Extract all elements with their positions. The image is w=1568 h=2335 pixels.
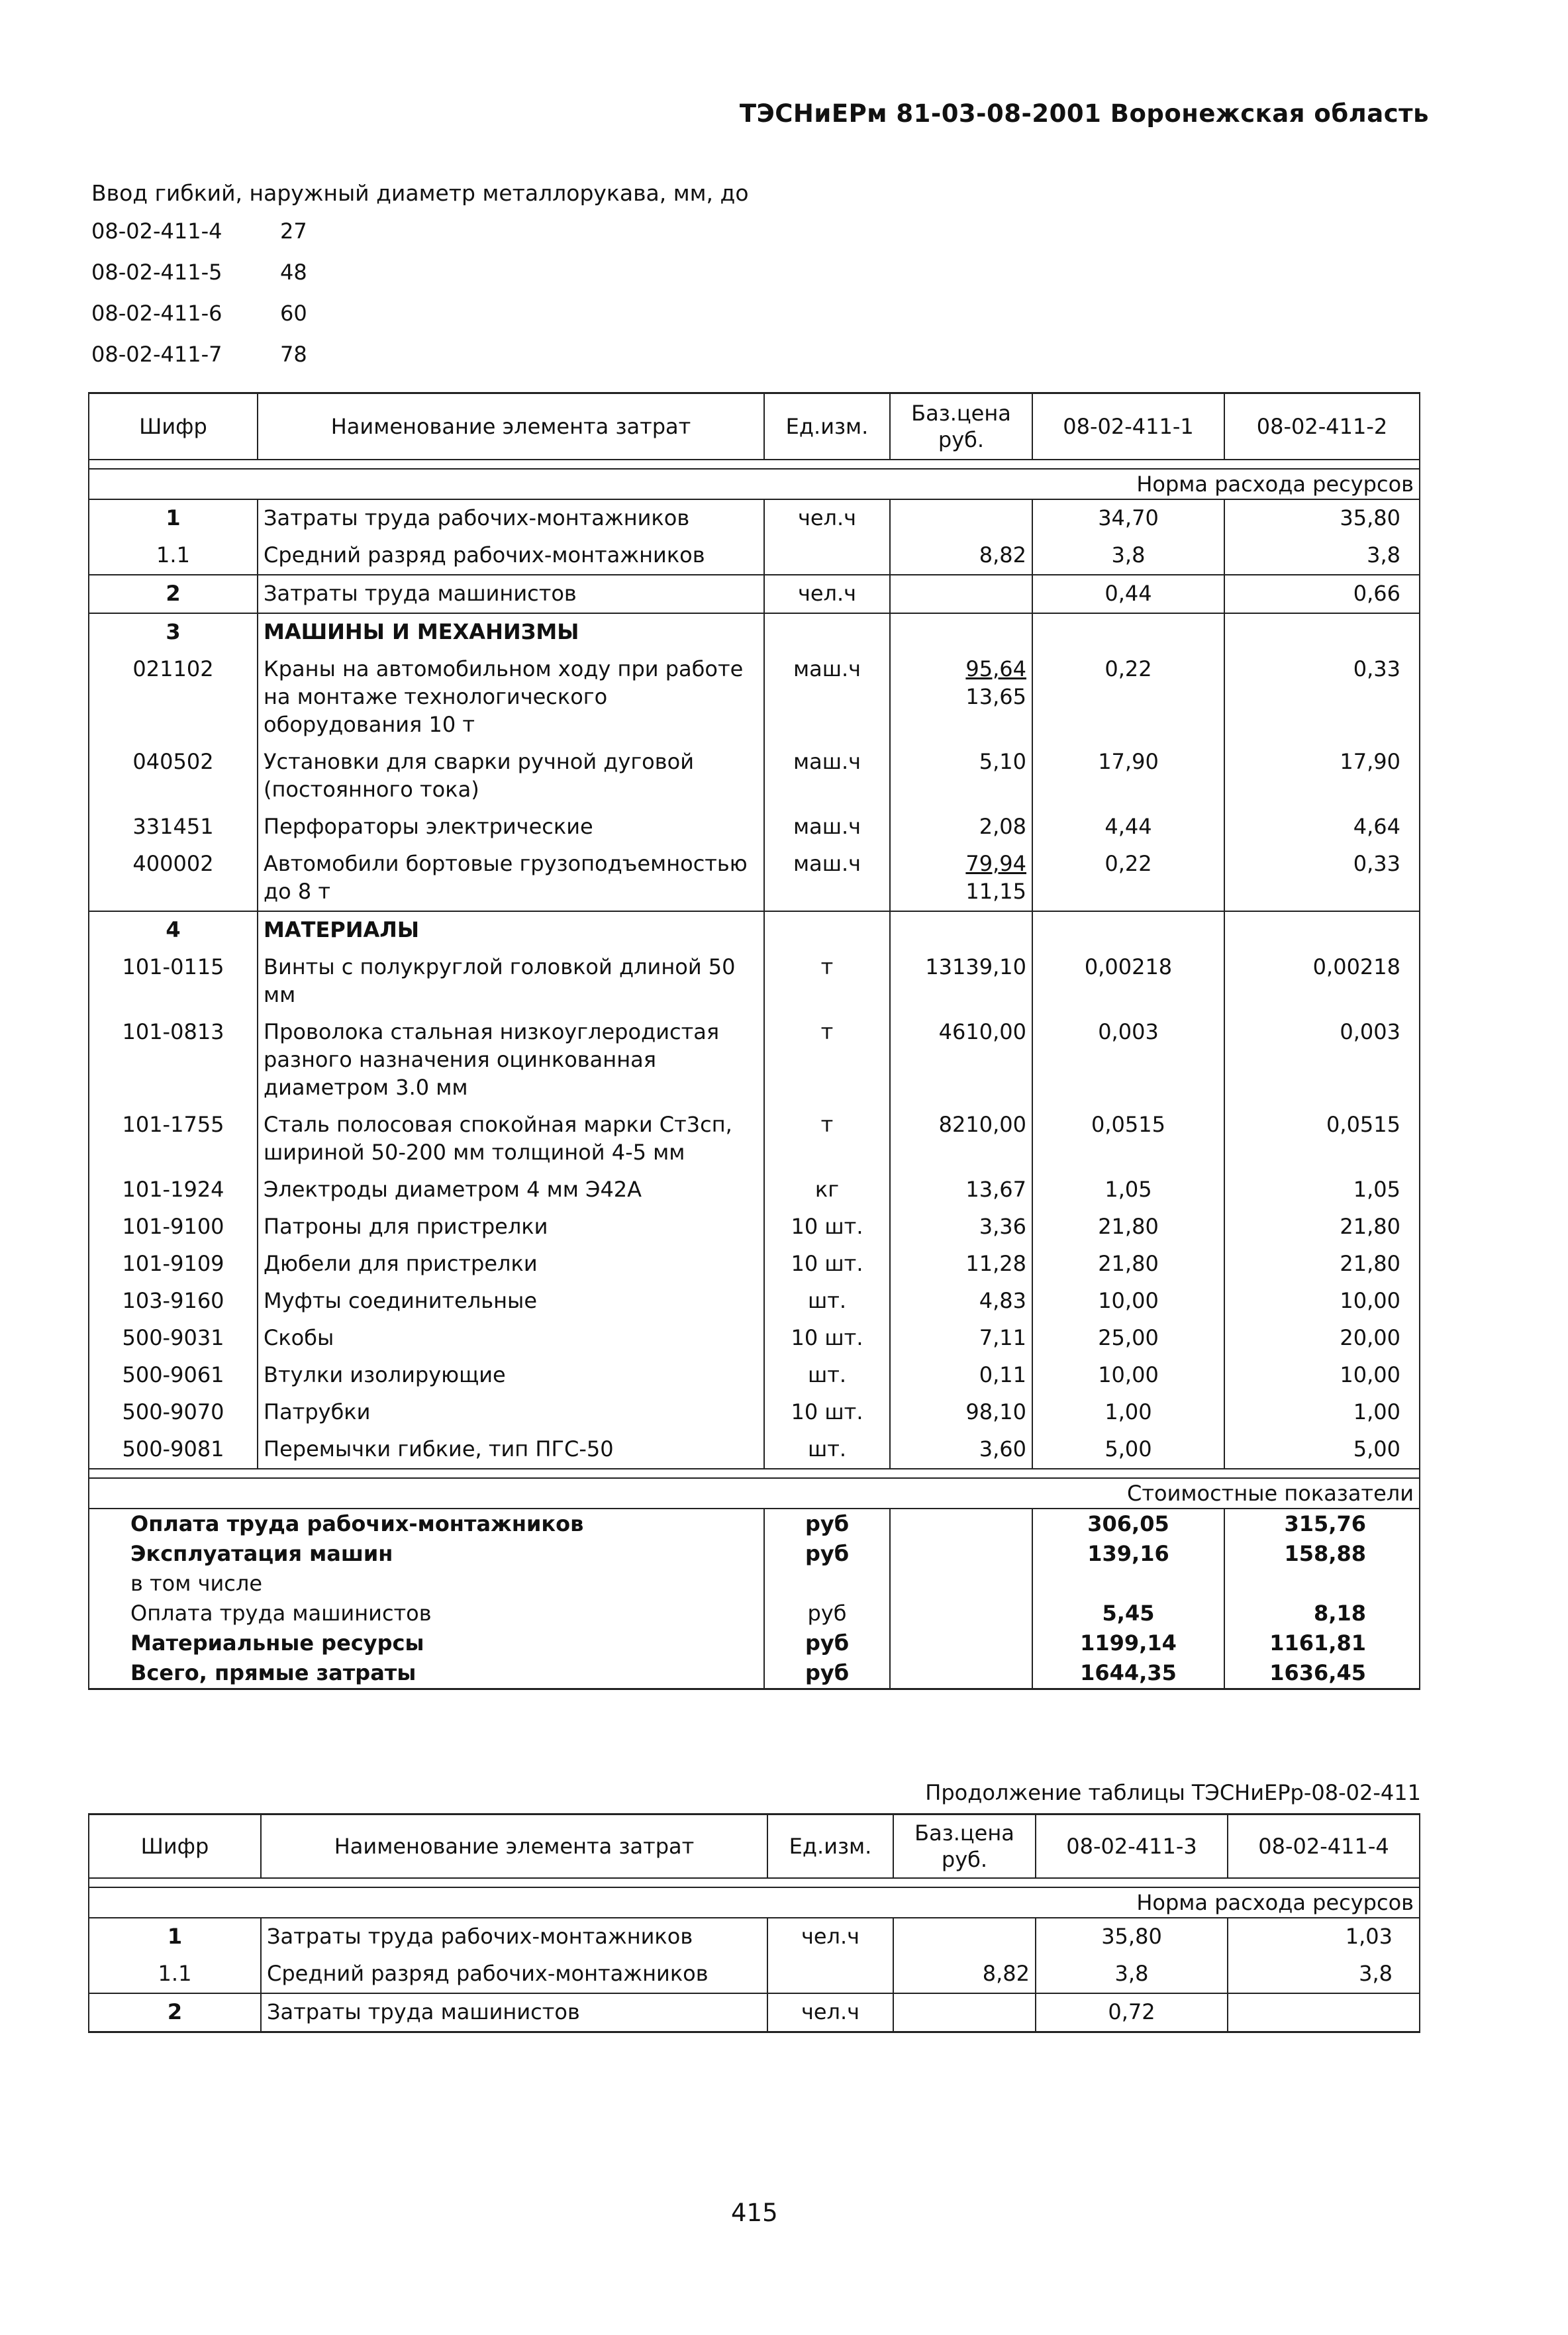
- cost-cell-empty: [890, 1628, 1032, 1658]
- cell-price: 5,10: [890, 744, 1032, 809]
- cell-price: 8210,00: [890, 1107, 1032, 1171]
- cell-v2: 3,8: [1228, 1956, 1420, 1993]
- table-row: [89, 1357, 1420, 1394]
- table-row: [89, 1014, 1420, 1107]
- cell-v2: 5,00: [1224, 1431, 1420, 1469]
- cell-v1: 0,22: [1032, 651, 1224, 744]
- cost-cell-v1: 1644,35: [1032, 1658, 1224, 1689]
- cell-v1: 1,05: [1032, 1171, 1224, 1209]
- cost-cell-name: Оплата труда машинистов: [89, 1599, 764, 1628]
- cell-code: 500-9081: [89, 1431, 258, 1469]
- resource-table-1: [88, 392, 1420, 1690]
- price-value-secondary: 13,65: [965, 683, 1026, 709]
- cell-v2: 10,00: [1224, 1357, 1420, 1394]
- cell-unit: [764, 613, 890, 651]
- cell-unit: кг: [764, 1171, 890, 1209]
- cell-price: 2,08: [890, 809, 1032, 846]
- cell-unit: т: [764, 949, 890, 1014]
- cell-name: Винты с полукруглой головкой длиной 50 мм: [258, 949, 764, 1014]
- cell-name: Сталь полосовая спокойная марки Ст3сп, шириной 50-200 мм толщиной 4-5 мм: [258, 1107, 764, 1171]
- cost-cell-empty: [890, 1569, 1032, 1599]
- cell-name: Краны на автомобильном ходу при работе на монтаже технологического оборудования 10 т: [258, 651, 764, 744]
- table-header-row: [89, 393, 1420, 460]
- cell-v1: 0,003: [1032, 1014, 1224, 1107]
- header-code: Шифр: [89, 393, 258, 460]
- cell-code: 3: [89, 613, 258, 651]
- cell-price: [893, 1993, 1036, 2032]
- cost-cell-name: Всего, прямые затраты: [89, 1658, 764, 1689]
- table-row: [89, 1918, 1420, 1956]
- intro-text: Ввод гибкий, наружный диаметр металлорукава, мм, до: [91, 180, 749, 206]
- cell-price: 0,11: [890, 1357, 1032, 1394]
- cell-v2: 0,0515: [1224, 1107, 1420, 1171]
- cost-cell-name: Эксплуатация машин: [89, 1539, 764, 1569]
- cost-cell-v2: 8,18: [1224, 1599, 1420, 1628]
- cell-unit: [764, 911, 890, 949]
- cell-name: Втулки изолирующие: [258, 1357, 764, 1394]
- document-header-title: ТЭСНиЕРм 81-03-08-2001 Воронежская область: [739, 99, 1429, 128]
- cost-cell-v2: 1161,81: [1224, 1628, 1420, 1658]
- cell-price: 3,36: [890, 1209, 1032, 1246]
- cell-v2: 1,05: [1224, 1171, 1420, 1209]
- cell-unit: [764, 537, 890, 575]
- cell-name: Электроды диаметром 4 мм Э42А: [258, 1171, 764, 1209]
- cell-code: 500-9031: [89, 1320, 258, 1357]
- cell-price: 4,83: [890, 1283, 1032, 1320]
- cost-cell-unit: руб: [764, 1658, 890, 1689]
- cell-name: Перемычки гибкие, тип ПГС-50: [258, 1431, 764, 1469]
- intro-item: [91, 301, 307, 342]
- intro-item-code: 08-02-411-5: [91, 260, 222, 285]
- cell-v2: 21,80: [1224, 1209, 1420, 1246]
- cell-v1: 3,8: [1036, 1956, 1228, 1993]
- norm-band-row: [89, 1887, 1420, 1918]
- cell-code: 101-1755: [89, 1107, 258, 1171]
- cell-name: Проволока стальная низкоуглеродистая разного назначения оцинкованная диаметром 3.0 мм: [258, 1014, 764, 1107]
- cell-v1: 0,22: [1032, 846, 1224, 911]
- table-header-row: [89, 1814, 1420, 1878]
- cell-price: 13139,10: [890, 949, 1032, 1014]
- cost-band-row: [89, 1478, 1420, 1509]
- cost-row: [89, 1628, 1420, 1658]
- cell-price: [890, 911, 1032, 949]
- cell-code: 1.1: [89, 1956, 261, 1993]
- cell-v1: 21,80: [1032, 1246, 1224, 1283]
- table-row: [89, 499, 1420, 537]
- cell-price: 98,10: [890, 1394, 1032, 1431]
- table-row: [89, 1283, 1420, 1320]
- intro-item-code: 08-02-411-4: [91, 219, 222, 244]
- cell-unit: маш.ч: [764, 651, 890, 744]
- cost-row: [89, 1509, 1420, 1539]
- cost-cell-v2: 1636,45: [1224, 1658, 1420, 1689]
- cost-cell-empty: [890, 1509, 1032, 1539]
- intro-item-value: 60: [280, 301, 307, 326]
- table-row: [89, 1171, 1420, 1209]
- cell-unit: шт.: [764, 1283, 890, 1320]
- table-row: [89, 1993, 1420, 2032]
- cell-price: [890, 499, 1032, 537]
- cell-v2: 35,80: [1224, 499, 1420, 537]
- cell-price: [890, 575, 1032, 613]
- intro-item-code: 08-02-411-7: [91, 342, 222, 367]
- cell-v1: 10,00: [1032, 1357, 1224, 1394]
- cell-v1: 4,44: [1032, 809, 1224, 846]
- cell-v1: 25,00: [1032, 1320, 1224, 1357]
- cell-v2: 0,33: [1224, 651, 1420, 744]
- cell-code: 101-0813: [89, 1014, 258, 1107]
- cell-unit: чел.ч: [764, 499, 890, 537]
- cost-label: Стоимостные показатели: [89, 1478, 1420, 1509]
- cell-price: [890, 846, 1032, 911]
- cell-code: 1.1: [89, 537, 258, 575]
- cell-code: 101-0115: [89, 949, 258, 1014]
- cell-code: 1: [89, 1918, 261, 1956]
- cell-v1: 21,80: [1032, 1209, 1224, 1246]
- table-row: [89, 613, 1420, 651]
- cell-unit: 10 шт.: [764, 1246, 890, 1283]
- cell-code: 2: [89, 575, 258, 613]
- cost-cell-name: Материальные ресурсы: [89, 1628, 764, 1658]
- cell-unit: т: [764, 1107, 890, 1171]
- cost-cell-v1: 1199,14: [1032, 1628, 1224, 1658]
- cost-cell-empty: [890, 1599, 1032, 1628]
- cell-price: [890, 613, 1032, 651]
- cell-v1: [1032, 911, 1224, 949]
- cell-v2: 17,90: [1224, 744, 1420, 809]
- cell-unit: маш.ч: [764, 846, 890, 911]
- cell-v1: 1,00: [1032, 1394, 1224, 1431]
- cell-unit: шт.: [764, 1357, 890, 1394]
- cost-row: [89, 1539, 1420, 1569]
- cell-v2: 0,33: [1224, 846, 1420, 911]
- cell-name: Средний разряд рабочих-монтажников: [261, 1956, 767, 1993]
- cost-cell-name: Оплата труда рабочих-монтажников: [89, 1509, 764, 1539]
- cell-v1: 0,0515: [1032, 1107, 1224, 1171]
- cost-cell-v2: 158,88: [1224, 1539, 1420, 1569]
- cell-unit: чел.ч: [767, 1993, 893, 2032]
- cell-code: 101-9100: [89, 1209, 258, 1246]
- cell-unit: 10 шт.: [764, 1394, 890, 1431]
- cell-name: Муфты соединительные: [258, 1283, 764, 1320]
- cell-v2: 20,00: [1224, 1320, 1420, 1357]
- cost-cell-v2: 315,76: [1224, 1509, 1420, 1539]
- cost-cell-unit: руб: [764, 1628, 890, 1658]
- table-row: [89, 1320, 1420, 1357]
- cell-code: 4: [89, 911, 258, 949]
- cell-unit: [767, 1956, 893, 1993]
- cell-price: 8,82: [890, 537, 1032, 575]
- continuation-caption: Продолжение таблицы ТЭСНиЕРр-08-02-411: [925, 1780, 1421, 1805]
- cell-code: 400002: [89, 846, 258, 911]
- resource-table-2: [88, 1813, 1420, 2033]
- cell-v2: 0,00218: [1224, 949, 1420, 1014]
- cell-price: 8,82: [893, 1956, 1036, 1993]
- intro-list: [91, 219, 307, 383]
- header-name: Наименование элемента затрат: [258, 393, 764, 460]
- cell-name: Затраты труда рабочих-монтажников: [261, 1918, 767, 1956]
- header-price: Баз.цена руб.: [893, 1814, 1036, 1878]
- header-col1: 08-02-411-3: [1036, 1814, 1228, 1878]
- table-row: [89, 1107, 1420, 1171]
- cell-code: 101-1924: [89, 1171, 258, 1209]
- cost-cell-unit: руб: [764, 1509, 890, 1539]
- cell-code: 1: [89, 499, 258, 537]
- intro-item-value: 78: [280, 342, 307, 367]
- cell-v2: 1,00: [1224, 1394, 1420, 1431]
- table-row: [89, 1431, 1420, 1469]
- cell-name: МАШИНЫ И МЕХАНИЗМЫ: [258, 613, 764, 651]
- cell-name: Установки для сварки ручной дуговой (постоянного тока): [258, 744, 764, 809]
- cell-unit: 10 шт.: [764, 1320, 890, 1357]
- cell-v1: 0,72: [1036, 1993, 1228, 2032]
- header-name: Наименование элемента затрат: [261, 1814, 767, 1878]
- table-row: [89, 651, 1420, 744]
- norm-label: Норма расхода ресурсов: [89, 1887, 1420, 1918]
- table-row: [89, 911, 1420, 949]
- cell-unit: 10 шт.: [764, 1209, 890, 1246]
- cell-v1: 0,00218: [1032, 949, 1224, 1014]
- table-row: [89, 1209, 1420, 1246]
- cell-v2: 0,003: [1224, 1014, 1420, 1107]
- header-col2: 08-02-411-2: [1224, 393, 1420, 460]
- cell-name: Автомобили бортовые грузоподъемностью до 8 т: [258, 846, 764, 911]
- cell-v2: 0,66: [1224, 575, 1420, 613]
- header-col2: 08-02-411-4: [1228, 1814, 1420, 1878]
- cell-code: 021102: [89, 651, 258, 744]
- cell-name: Патроны для пристрелки: [258, 1209, 764, 1246]
- cost-cell-empty: [890, 1539, 1032, 1569]
- cost-cell-unit: руб: [764, 1539, 890, 1569]
- norm-label: Норма расхода ресурсов: [89, 469, 1420, 499]
- cell-v1: 34,70: [1032, 499, 1224, 537]
- cost-cell-v2: [1224, 1569, 1420, 1599]
- cell-unit: маш.ч: [764, 809, 890, 846]
- cell-v1: [1032, 613, 1224, 651]
- table-row: [89, 1246, 1420, 1283]
- cell-v2: [1228, 1993, 1420, 2032]
- table-row: [89, 744, 1420, 809]
- cell-price: 13,67: [890, 1171, 1032, 1209]
- cell-code: 331451: [89, 809, 258, 846]
- cost-cell-name: в том числе: [89, 1569, 764, 1599]
- header-unit: Ед.изм.: [764, 393, 890, 460]
- price-value-secondary: 11,15: [965, 878, 1026, 904]
- header-price: Баз.цена руб.: [890, 393, 1032, 460]
- cell-v2: 4,64: [1224, 809, 1420, 846]
- cell-name: Скобы: [258, 1320, 764, 1357]
- intro-item: [91, 342, 307, 383]
- cell-v2: 3,8: [1224, 537, 1420, 575]
- cell-code: 500-9070: [89, 1394, 258, 1431]
- intro-item-code: 08-02-411-6: [91, 301, 222, 326]
- table-row: [89, 846, 1420, 911]
- cost-cell-unit: руб: [764, 1599, 890, 1628]
- cost-cell-unit: [764, 1569, 890, 1599]
- cell-unit: т: [764, 1014, 890, 1107]
- cell-name: МАТЕРИАЛЫ: [258, 911, 764, 949]
- intro-item-value: 27: [280, 219, 307, 244]
- cell-price: [890, 651, 1032, 744]
- cell-name: Перфораторы электрические: [258, 809, 764, 846]
- cell-name: Дюбели для пристрелки: [258, 1246, 764, 1283]
- cell-unit: чел.ч: [767, 1918, 893, 1956]
- cell-code: 040502: [89, 744, 258, 809]
- cell-unit: шт.: [764, 1431, 890, 1469]
- header-code: Шифр: [89, 1814, 261, 1878]
- cell-code: 103-9160: [89, 1283, 258, 1320]
- cell-name: Патрубки: [258, 1394, 764, 1431]
- cell-name: Затраты труда машинистов: [261, 1993, 767, 2032]
- norm-band-row: [89, 469, 1420, 499]
- intro-item: [91, 219, 307, 260]
- cell-v1: 10,00: [1032, 1283, 1224, 1320]
- cell-v2: 1,03: [1228, 1918, 1420, 1956]
- cell-price: [893, 1918, 1036, 1956]
- cost-cell-v1: 139,16: [1032, 1539, 1224, 1569]
- cell-v1: 5,00: [1032, 1431, 1224, 1469]
- intro-item: [91, 260, 307, 301]
- cell-code: 101-9109: [89, 1246, 258, 1283]
- intro-item-value: 48: [280, 260, 307, 285]
- table-row: [89, 575, 1420, 613]
- cell-v1: 17,90: [1032, 744, 1224, 809]
- cell-price: 3,60: [890, 1431, 1032, 1469]
- cell-v2: [1224, 613, 1420, 651]
- cost-row: [89, 1599, 1420, 1628]
- cell-code: 500-9061: [89, 1357, 258, 1394]
- cost-row: [89, 1569, 1420, 1599]
- cell-name: Затраты труда машинистов: [258, 575, 764, 613]
- cell-code: 2: [89, 1993, 261, 2032]
- cost-row: [89, 1658, 1420, 1689]
- price-value: 79,94: [965, 850, 1026, 876]
- table-row: [89, 1956, 1420, 1993]
- cell-v2: 10,00: [1224, 1283, 1420, 1320]
- table-row: [89, 1394, 1420, 1431]
- cell-v1: 35,80: [1036, 1918, 1228, 1956]
- cell-v1: 3,8: [1032, 537, 1224, 575]
- cell-v1: 0,44: [1032, 575, 1224, 613]
- cost-cell-v1: 5,45: [1032, 1599, 1224, 1628]
- cell-price: 4610,00: [890, 1014, 1032, 1107]
- header-col1: 08-02-411-1: [1032, 393, 1224, 460]
- cell-price: 7,11: [890, 1320, 1032, 1357]
- cell-v2: 21,80: [1224, 1246, 1420, 1283]
- cost-cell-empty: [890, 1658, 1032, 1689]
- header-unit: Ед.изм.: [767, 1814, 893, 1878]
- table-row: [89, 949, 1420, 1014]
- cell-unit: чел.ч: [764, 575, 890, 613]
- table-row: [89, 809, 1420, 846]
- cell-v2: [1224, 911, 1420, 949]
- cost-cell-v1: [1032, 1569, 1224, 1599]
- cell-price: 11,28: [890, 1246, 1032, 1283]
- cost-cell-v1: 306,05: [1032, 1509, 1224, 1539]
- page-number: 415: [731, 2199, 778, 2227]
- table-row: [89, 537, 1420, 575]
- cell-unit: маш.ч: [764, 744, 890, 809]
- cell-name: Средний разряд рабочих-монтажников: [258, 537, 764, 575]
- price-value: 95,64: [965, 656, 1026, 681]
- cell-name: Затраты труда рабочих-монтажников: [258, 499, 764, 537]
